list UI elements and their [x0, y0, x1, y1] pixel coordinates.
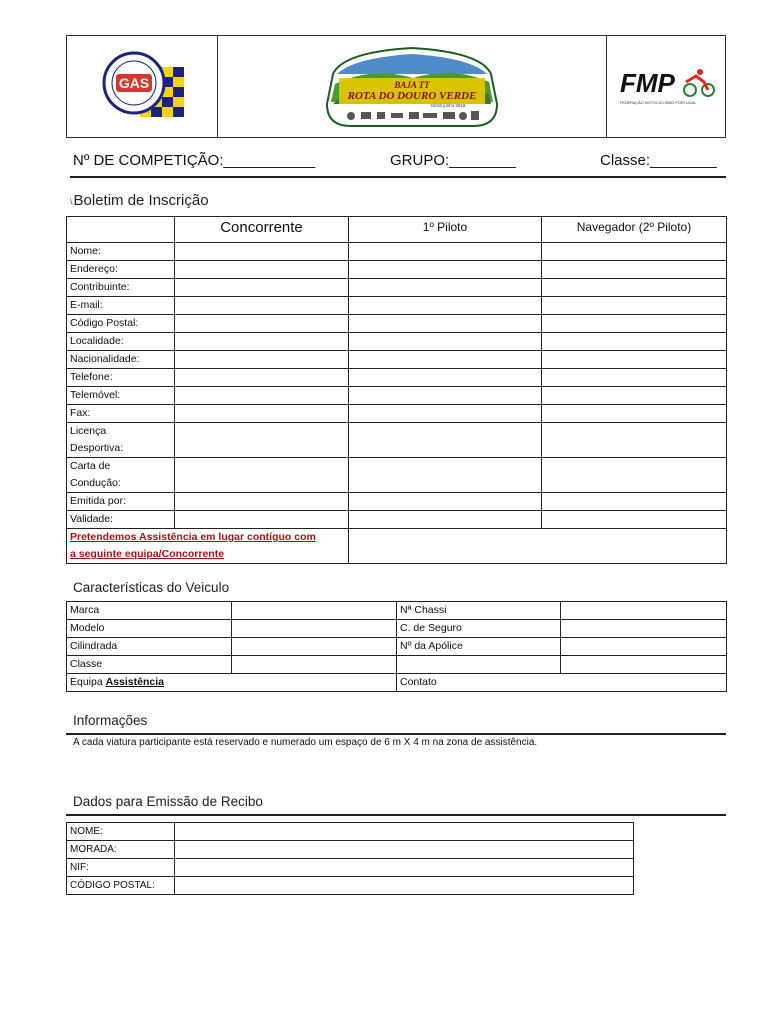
input-cell[interactable] — [542, 423, 727, 458]
input-cell[interactable] — [349, 351, 542, 369]
input-cell[interactable] — [232, 656, 397, 674]
row-nome — [67, 243, 727, 261]
receipt-row — [67, 841, 634, 859]
row-email — [67, 297, 727, 315]
svg-text:ROTA DO DOURO VERDE: ROTA DO DOURO VERDE — [347, 89, 477, 102]
input-cell[interactable] — [561, 638, 727, 656]
input-cell[interactable] — [175, 333, 349, 351]
svg-text:BAJA TT: BAJA TT — [394, 79, 430, 90]
row-assistance — [67, 529, 727, 564]
competition-number-label: Nº DE COMPETIÇÃO:___________ — [73, 152, 316, 169]
input-cell[interactable] — [542, 493, 727, 511]
input-cell[interactable] — [349, 261, 542, 279]
input-cell[interactable] — [561, 620, 727, 638]
receipt-row — [67, 823, 634, 841]
input-cell[interactable] — [349, 315, 542, 333]
header-competitor: Concorrente — [175, 217, 349, 243]
group-label: GRUPO:________ — [390, 152, 516, 169]
receipt-title: Dados para Emissão de Recibo — [73, 794, 263, 809]
registration-header-row — [67, 217, 727, 243]
input-cell[interactable] — [542, 405, 727, 423]
assistance-label: Pretendemos Assistência em lugar contíguo com a seguinte equipa/Concorrente — [67, 529, 349, 564]
input-cell[interactable] — [175, 511, 349, 529]
row-codigo-postal — [67, 315, 727, 333]
field-label: Modelo — [67, 620, 232, 638]
vehicle-row — [67, 602, 727, 620]
input-cell[interactable] — [175, 351, 349, 369]
field-label: Localidade: — [67, 333, 175, 351]
tick-mark: \ — [70, 197, 73, 207]
input-cell[interactable] — [542, 315, 727, 333]
input-cell[interactable] — [542, 511, 727, 529]
input-cell[interactable] — [175, 387, 349, 405]
vehicle-table — [66, 601, 727, 692]
class-label: Classe:________ — [600, 152, 717, 169]
input-cell[interactable] — [175, 823, 634, 841]
field-label: CÓDIGO POSTAL: — [67, 877, 175, 895]
row-carta — [67, 458, 727, 493]
registration-title: \Boletim de Inscrição — [70, 192, 209, 209]
input-cell[interactable] — [175, 493, 349, 511]
input-cell[interactable] — [175, 405, 349, 423]
vehicle-row — [67, 656, 727, 674]
field-label: Nª Chassi — [397, 602, 561, 620]
contact-label[interactable]: Contato — [397, 674, 727, 692]
input-cell[interactable] — [349, 458, 542, 493]
input-cell[interactable] — [175, 841, 634, 859]
input-cell[interactable] — [175, 243, 349, 261]
row-contribuinte — [67, 279, 727, 297]
field-label: Emitida por: — [67, 493, 175, 511]
receipt-row — [67, 859, 634, 877]
field-label: Carta de Condução: — [67, 458, 175, 493]
assistance-input-cell[interactable] — [349, 529, 727, 564]
row-telefone — [67, 369, 727, 387]
svg-text:FEDERAÇÃO MOTOCICLISMO PORTUGA: FEDERAÇÃO MOTOCICLISMO PORTUGAL — [620, 100, 697, 105]
input-cell[interactable] — [175, 458, 349, 493]
row-localidade — [67, 333, 727, 351]
vehicle-row-team — [67, 674, 727, 692]
vehicle-row — [67, 620, 727, 638]
field-label: Classe — [67, 656, 232, 674]
row-validade — [67, 511, 727, 529]
input-cell[interactable] — [349, 387, 542, 405]
input-cell[interactable] — [349, 297, 542, 315]
registration-table — [66, 216, 727, 564]
svg-text:15/16 junho 2018: 15/16 junho 2018 — [430, 102, 466, 108]
input-cell[interactable] — [349, 279, 542, 297]
input-cell[interactable] — [175, 859, 634, 877]
gas-logo-cell — [67, 36, 218, 137]
header-logos — [66, 35, 726, 138]
vehicle-title: Características do Veiculo — [73, 580, 230, 595]
header-navigator: Navegador (2º Piloto) — [542, 217, 727, 243]
row-endereco — [67, 261, 727, 279]
input-cell[interactable] — [542, 243, 727, 261]
input-cell[interactable] — [542, 297, 727, 315]
field-label: Telemóvel: — [67, 387, 175, 405]
field-label: Licença Desportiva: — [67, 423, 175, 458]
info-title: Informações — [73, 713, 148, 728]
baja-rota-douro-verde-logo — [323, 44, 501, 130]
input-cell[interactable] — [561, 602, 727, 620]
receipt-divider — [66, 814, 726, 816]
field-label: C. de Seguro — [397, 620, 561, 638]
input-cell[interactable] — [349, 369, 542, 387]
field-label: Código Postal: — [67, 315, 175, 333]
field-label: Endereço: — [67, 261, 175, 279]
svg-text:FMP: FMP — [620, 67, 675, 98]
gas-logo — [96, 51, 188, 123]
fmp-logo — [616, 62, 716, 112]
header-pilot: 1º Piloto — [349, 217, 542, 243]
row-fax — [67, 405, 727, 423]
fmp-logo-cell — [607, 36, 725, 137]
field-label: Telefone: — [67, 369, 175, 387]
field-label: Marca — [67, 602, 232, 620]
input-cell[interactable] — [232, 620, 397, 638]
info-text: A cada viatura participante está reservado e numerado um espaço de 6 m X 4 m na zona de assistência. — [73, 737, 538, 748]
input-cell[interactable] — [349, 333, 542, 351]
input-cell[interactable] — [175, 279, 349, 297]
input-cell[interactable] — [349, 243, 542, 261]
field-label: MORADA: — [67, 841, 175, 859]
field-label: Fax: — [67, 405, 175, 423]
field-label: NIF: — [67, 859, 175, 877]
field-label: Contribuinte: — [67, 279, 175, 297]
receipt-table — [66, 822, 634, 895]
input-cell[interactable] — [542, 387, 727, 405]
input-cell[interactable] — [175, 423, 349, 458]
team-assistance-label[interactable]: Equipa Assistência — [67, 674, 397, 692]
field-label: Nacionalidade: — [67, 351, 175, 369]
input-cell[interactable] — [232, 638, 397, 656]
vehicle-row — [67, 638, 727, 656]
input-cell[interactable] — [175, 877, 634, 895]
input-cell[interactable] — [542, 369, 727, 387]
input-cell[interactable] — [175, 297, 349, 315]
input-cell[interactable] — [542, 351, 727, 369]
field-label: Nome: — [67, 243, 175, 261]
header-empty-cell — [67, 217, 175, 243]
row-emitida — [67, 493, 727, 511]
input-cell[interactable] — [175, 261, 349, 279]
empty-cell — [397, 656, 561, 674]
field-label: NOME: — [67, 823, 175, 841]
row-nacionalidade — [67, 351, 727, 369]
row-licenca — [67, 423, 727, 458]
field-label: E-mail: — [67, 297, 175, 315]
input-cell[interactable] — [542, 279, 727, 297]
svg-text:GAS: GAS — [118, 74, 150, 91]
input-cell[interactable] — [561, 656, 727, 674]
input-cell[interactable] — [542, 333, 727, 351]
input-cell[interactable] — [349, 493, 542, 511]
field-label: Nº da Apólice — [397, 638, 561, 656]
field-label: Cilindrada — [67, 638, 232, 656]
input-cell[interactable] — [542, 458, 727, 493]
competition-line — [70, 150, 726, 178]
receipt-row — [67, 877, 634, 895]
input-cell[interactable] — [349, 423, 542, 458]
baja-logo-cell — [218, 36, 607, 137]
input-cell[interactable] — [175, 315, 349, 333]
input-cell[interactable] — [175, 369, 349, 387]
info-divider — [66, 733, 726, 735]
input-cell[interactable] — [349, 405, 542, 423]
input-cell[interactable] — [232, 602, 397, 620]
input-cell[interactable] — [542, 261, 727, 279]
row-telemovel — [67, 387, 727, 405]
input-cell[interactable] — [349, 511, 542, 529]
field-label: Validade: — [67, 511, 175, 529]
